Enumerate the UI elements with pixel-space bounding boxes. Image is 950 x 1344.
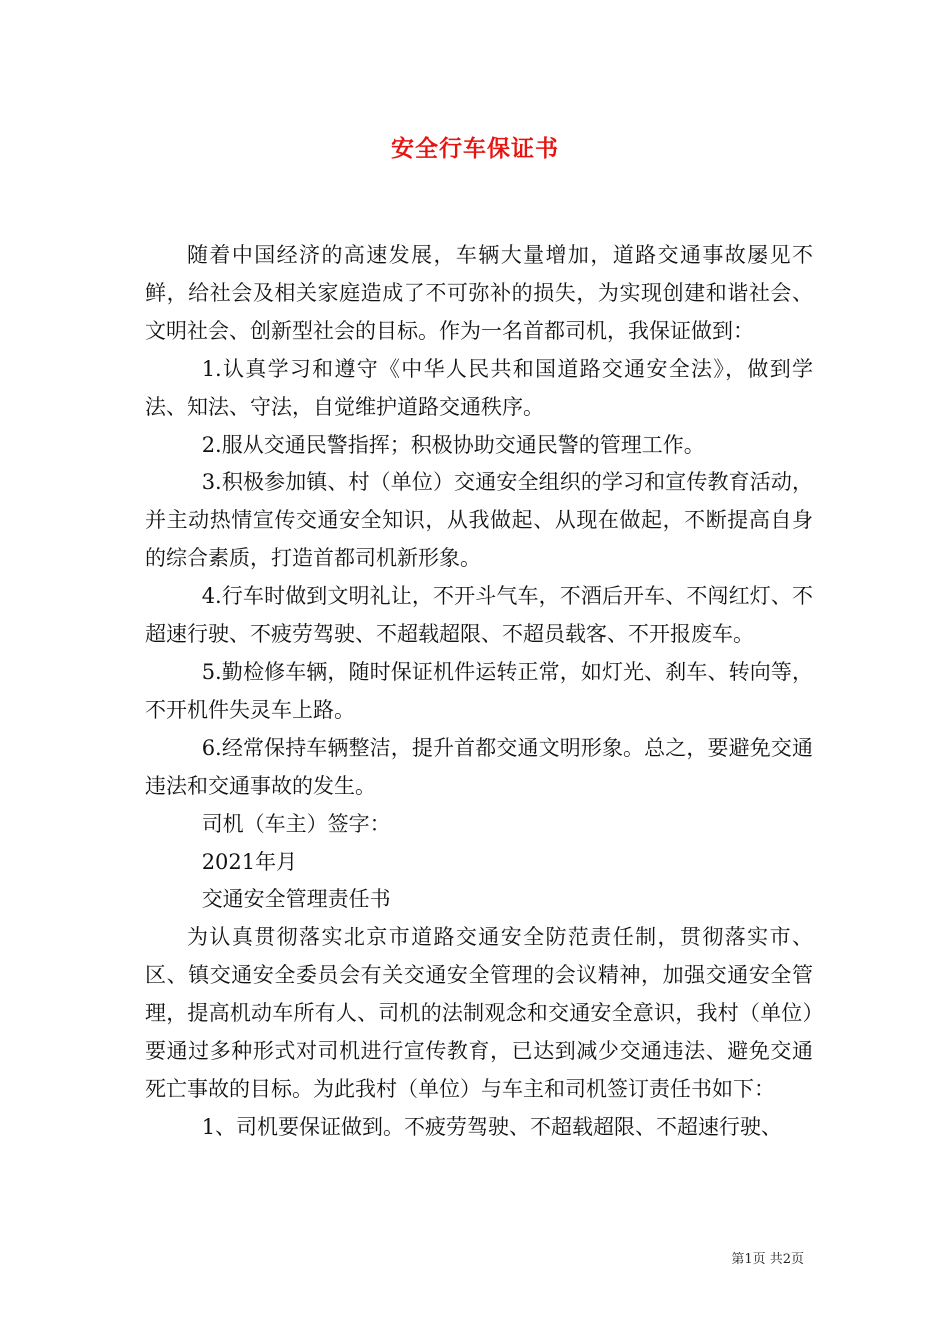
paragraph-item-3: 3.积极参加镇、村（单位）交通安全组织的学习和宣传教育活动，并主动热情宣传交通安全知识，从我做起、从现在做起，不断提高自身的综合素质，打造首都司机新形象。 bbox=[145, 470, 813, 571]
document-body bbox=[145, 237, 813, 1147]
paragraph-item-2: 2.服从交通民警指挥；积极协助交通民警的管理工作。 bbox=[201, 432, 705, 457]
date-line: 2021年月 bbox=[201, 849, 298, 874]
signature-line: 司机（车主）签字： bbox=[201, 811, 391, 836]
paragraph-item-6: 6.经常保持车辆整洁，提升首都交通文明形象。总之，要避免交通违法和交通事故的发生。 bbox=[145, 735, 813, 798]
paragraph-item-5: 5.勤检修车辆，随时保证机件运转正常，如灯光、刹车、转向等，不开机件失灵车上路。 bbox=[145, 659, 813, 722]
document-title: 安全行车保证书 bbox=[391, 135, 559, 162]
paragraph-responsibility-intro: 为认真贯彻落实北京市道路交通安全防范责任制，贯彻落实市、区、镇交通安全委员会有关交通安全管理的会议精神，加强交通安全管理，提高机动车所有人、司机的法制观念和交通安全意识，我村（单位）要通过多种形式对司机进行宣传教育，已达到减少交通违法、避免交通死亡事故的目标。为此我村（单位）与车主和司机签订责任书如下： bbox=[145, 925, 813, 1101]
section-heading: 交通安全管理责任书 bbox=[201, 887, 391, 912]
page-number: 第1页 共2页 bbox=[731, 1252, 804, 1267]
paragraph-item-4: 4.行车时做到文明礼让，不开斗气车，不酒后开车、不闯红灯、不超速行驶、不疲劳驾驶、不超载超限、不超员载客、不开报废车。 bbox=[145, 584, 813, 647]
paragraph-item-1: 1.认真学习和遵守《中华人民共和国道路交通安全法》，做到学法、知法、守法，自觉维护道路交通秩序。 bbox=[145, 356, 813, 419]
paragraph-responsibility-item-1: 1、司机要保证做到。不疲劳驾驶、不超载超限、不超速行驶、 bbox=[201, 1114, 783, 1139]
paragraph-intro: 随着中国经济的高速发展，车辆大量增加，道路交通事故屡见不鲜，给社会及相关家庭造成了不可弥补的损失，为实现创建和谐社会、文明社会、创新型社会的目标。作为一名首都司机，我保证做到： bbox=[145, 243, 813, 343]
